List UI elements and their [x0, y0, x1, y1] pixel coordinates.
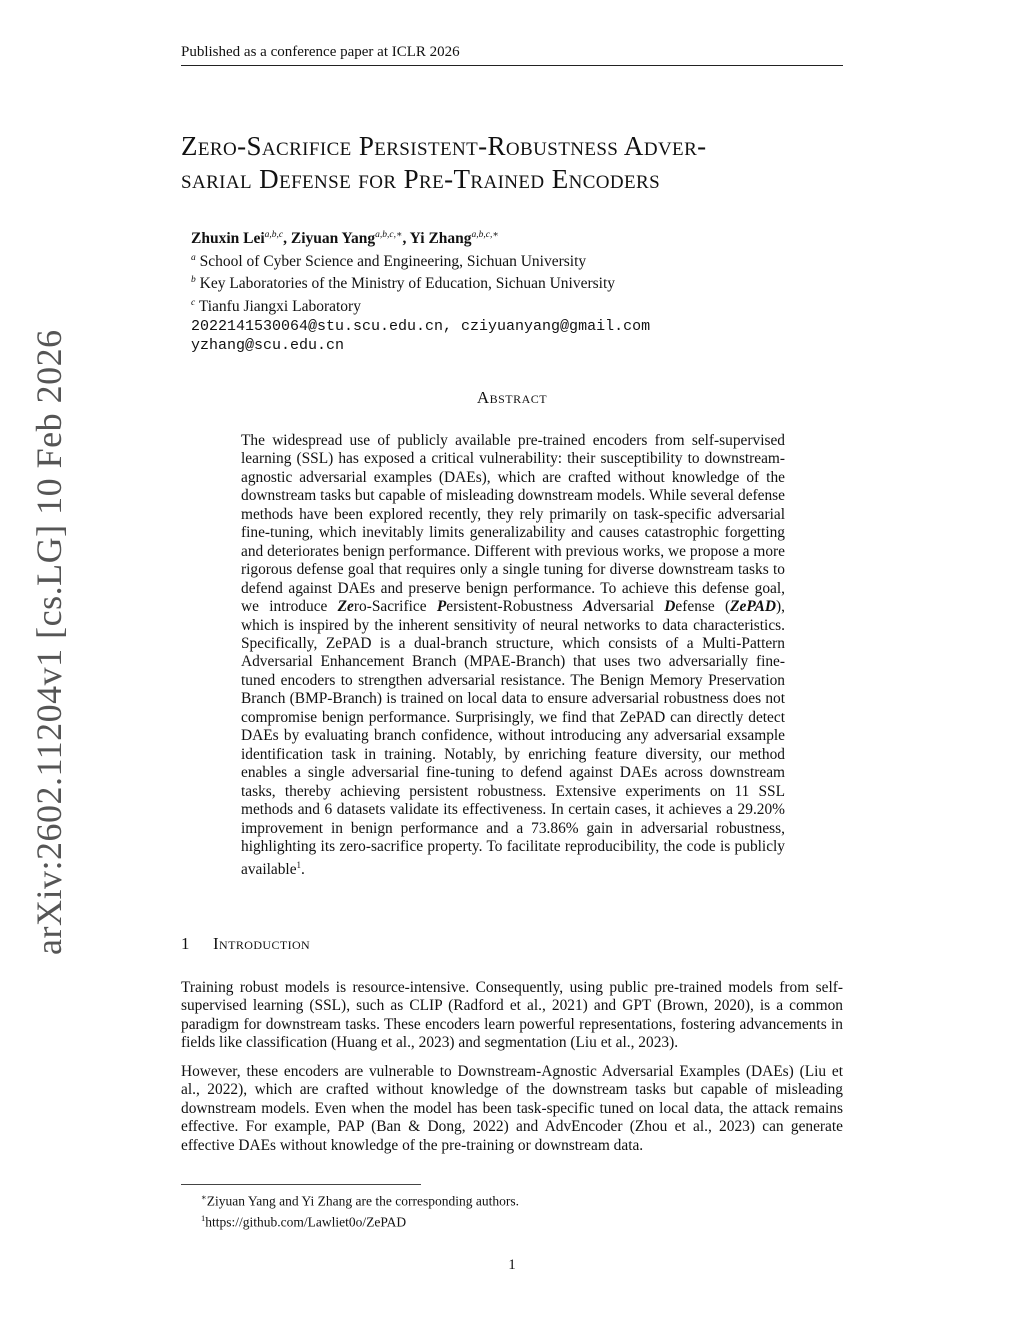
abstract-adversarial: dversarial [593, 598, 665, 616]
abstract-p: P [436, 598, 447, 616]
abstract-text-2: ), which is inspired by the inherent sensitivity of neural networks to data characteristics. Specifically, ZePAD is a dual-branch structure, which consists of a Multi-Pattern Adversarial Enhancement Branch (MPAE-Branch) that uses two adversarially fine-tuned encoders to strengthen adversarial resistance. The Benign Memory Preservation Branch (BMP-Branch) is trained on local data to ensure adversarial robustness does not compromise benign performance. Surprisingly, we find that ZePAD can directly detect DAEs by evaluating branch confidence, without introducing any adversarial exsample identification task in training. Notably, by enriching feature diversity, our method enables a single adversarial fine-tuning to defend against DAEs across downstream tasks, thereby achieving persistent robustness. Extensive experiments on 11 SSL methods and 6 datasets validate its effectiveness. In certain cases, it achieves a 29.20% improvement in benign performance and a 73.86% gain in adversarial robustness, highlighting its zero-sacrifice property. To facilitate reproducibility, the code is publicly available [241, 598, 786, 879]
affiliation-b-mark: b [191, 275, 196, 286]
arxiv-identifier: arXiv:2602.11204v1 [cs.LG] 10 Feb 2026 [29, 329, 69, 955]
author-3-affil: a,b,c,∗ [471, 230, 499, 240]
abstract-body [241, 432, 785, 880]
affiliation-a-mark: a [191, 252, 196, 263]
affiliation-c-text: Tianfu Jiangxi Laboratory [195, 298, 361, 316]
affiliation-b-text: Key Laboratories of the Ministry of Education, Sichuan University [195, 275, 616, 293]
footnote-1-mark: ∗ [201, 1192, 207, 1202]
author-1-affil: a,b,c [264, 230, 284, 240]
section-heading-introduction [181, 934, 310, 954]
author-3: , Yi Zhang [402, 230, 472, 248]
title-line-2: sarial Defense for Pre-Trained Encoders [181, 164, 661, 194]
footnotes [201, 1189, 801, 1230]
footnote-2-link[interactable]: https://github.com/Lawliet0o/ZePAD [205, 1214, 407, 1229]
affiliation-a-text: School of Cyber Science and Engineering, Sichuan University [195, 252, 587, 270]
author-2-affil: a,b,c,∗ [375, 230, 403, 240]
conference-header: Published as a conference paper at ICLR 2026 [181, 44, 460, 60]
abstract-defense: efense ( [675, 598, 731, 616]
abstract-zepad: ZePAD [730, 598, 777, 616]
page-number: 1 [508, 1257, 516, 1273]
intro-paragraph-2: However, these encoders are vulnerable to Downstream-Agnostic Adversarial Examples (DAEs) (Liu et al., 2022), which are crafted without knowledge of the downstream tasks but capable of misleading downstream models. Even when the model has been task-specific tuned on local data, the attack remains effective. For example, PAP (Ban & Dong, 2022) and AdvEncoder (Zhou et al., 2023) can generate effective DAEs without knowledge of the pre-training or downstream data. [181, 1063, 843, 1154]
affiliation-b [191, 271, 791, 294]
footnote-2-mark: 1 [201, 1212, 206, 1223]
paper-title [181, 130, 851, 196]
author-1: Zhuxin Lei [191, 230, 265, 248]
abstract-footnote-mark: 1 [296, 860, 302, 871]
email-line-2: yzhang@scu.edu.cn [191, 337, 345, 355]
abstract-end: . [301, 861, 305, 879]
affiliation-c-mark: c [191, 297, 196, 308]
author-block [191, 226, 791, 356]
abstract-ze: Ze [337, 598, 354, 616]
abstract-ro: ro-Sacrifice [353, 598, 437, 616]
header-rule [181, 65, 843, 66]
abstract-d: D [664, 598, 676, 616]
abstract-heading: Abstract [476, 388, 548, 407]
abstract-a: A [583, 598, 594, 616]
abstract-persistent: ersistent-Robustness [446, 598, 584, 616]
title-line-1: Zero-Sacrifice Persistent-Robustness Adver- [181, 131, 707, 161]
author-2: , Ziyuan Yang [283, 230, 376, 248]
author-names [191, 226, 791, 249]
section-title: Introduction [213, 934, 311, 953]
footnote-1 [201, 1189, 801, 1210]
email-line-1: 2022141530064@stu.scu.edu.cn, cziyuanyang@gmail.com [191, 317, 651, 335]
affiliation-c [191, 294, 791, 317]
footnote-1-text: Ziyuan Yang and Yi Zhang are the corresponding authors. [206, 1193, 519, 1209]
footnote-rule [181, 1184, 421, 1185]
section-number: 1 [181, 934, 190, 953]
affiliation-a [191, 249, 791, 272]
abstract-text-1: The widespread use of publicly available pre-trained encoders from self-supervised learning (SSL) has exposed a critical vulnerability: their susceptibility to downstream-agnostic adversarial examples (DAEs), which are crafted without knowledge of the downstream tasks but capable of misleading downstream models. While several defense methods have been explored recently, they rely primarily on task-specific adversarial fine-tuning, which inevitably limits generalizability and causes catastrophic forgetting and deteriorates benign performance. Different with previous works, we propose a more rigorous defense goal that requires only a single tuning for diverse downstream tasks to defend against DAEs and preserve benign performance. To achieve this defense goal, we introduce [241, 432, 785, 616]
intro-paragraph-1: Training robust models is resource-intensive. Consequently, using public pre-trained models from self-supervised learning (SSL), such as CLIP (Radford et al., 2021) and GPT (Brown, 2020), is a common paradigm for downstream tasks. These encoders learn powerful representations, fostering advancements in fields like classification (Huang et al., 2023) and segmentation (Liu et al., 2023). [181, 979, 843, 1052]
footnote-2 [201, 1210, 801, 1231]
